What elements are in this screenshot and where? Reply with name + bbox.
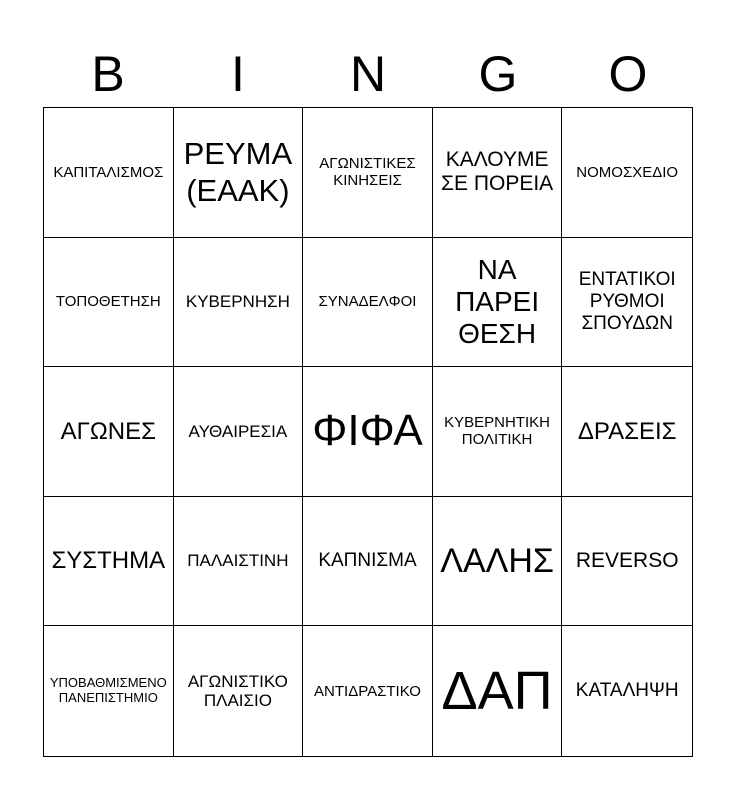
bingo-board	[43, 107, 693, 757]
header-letter-g: G	[478, 46, 518, 102]
bingo-cell-r3-c1[interactable]: ΑΓΩΝΕΣ	[44, 367, 174, 497]
bingo-cell-r2-c4[interactable]: ΝΑ ΠΑΡΕΙ ΘΕΣΗ	[433, 238, 563, 368]
bingo-cell-r3-c3[interactable]: ΦΙΦΑ	[303, 367, 433, 497]
bingo-cell-r5-c4[interactable]: ΔΑΠ	[433, 626, 563, 756]
bingo-cell-r1-c2[interactable]: ΡΕΥΜΑ (ΕΑΑΚ)	[174, 108, 304, 238]
header-letter-n: N	[349, 46, 387, 102]
bingo-cell-r5-c1[interactable]: ΥΠΟΒΑΘΜΙΣΜΕΝΟ ΠΑΝΕΠΙΣΤΗΜΙΟ	[44, 626, 174, 756]
header-letter-b: B	[91, 46, 125, 102]
bingo-cell-r4-c1[interactable]: ΣΥΣΤΗΜΑ	[44, 497, 174, 627]
bingo-cell-r1-c4[interactable]: ΚΑΛΟΥΜΕ ΣΕ ΠΟΡΕΙΑ	[433, 108, 563, 238]
bingo-cell-r5-c5[interactable]: ΚΑΤΑΛΗΨΗ	[575, 680, 679, 702]
bingo-cell-r4-c2[interactable]: ΠΑΛΑΙΣΤΙΝΗ	[174, 497, 304, 627]
bingo-cell-r4-c3[interactable]: ΚΑΠΝΙΣΜΑ	[303, 497, 433, 627]
bingo-cell-r2-c3[interactable]: ΣΥΝΑΔΕΛΦΟΙ	[303, 238, 433, 368]
bingo-cell-r2-c5[interactable]: ΕΝΤΑΤΙΚΟΙ ΡΥΘΜΟΙ ΣΠΟΥΔΩΝ	[562, 238, 692, 368]
bingo-cell-r1-c5[interactable]: ΝΟΜΟΣΧΕΔΙΟ	[562, 108, 692, 238]
bingo-cell-r3-c4[interactable]: ΚΥΒΕΡΝΗΤΙΚΗ ΠΟΛΙΤΙΚΗ	[433, 367, 563, 497]
bingo-cell-r4-c5[interactable]: REVERSO	[562, 497, 692, 627]
bingo-cell-r5-c3[interactable]: ΑΝΤΙΔΡΑΣΤΙΚΟ	[303, 626, 433, 756]
bingo-header	[43, 40, 693, 108]
bingo-cell-r3-c5[interactable]: ΔΡΑΣΕΙΣ	[562, 367, 692, 497]
bingo-cell-r1-c1[interactable]: ΚΑΠΙΤΑΛΙΣΜΟΣ	[44, 108, 174, 238]
bingo-cell-r2-c1[interactable]: ΤΟΠΟΘΕΤΗΣΗ	[44, 238, 174, 368]
bingo-cell-r4-c4[interactable]: ΛΑΛΗΣ	[433, 497, 563, 627]
bingo-cell-r2-c2[interactable]: ΚΥΒΕΡΝΗΣΗ	[174, 238, 304, 368]
bingo-cell-r5-c2[interactable]: ΑΓΩΝΙΣΤΙΚΟ ΠΛΑΙΣΙΟ	[174, 626, 304, 756]
bingo-cell-r3-c2[interactable]: ΑΥΘΑΙΡΕΣΙΑ	[174, 367, 304, 497]
bingo-cell-r1-c3[interactable]: ΑΓΩΝΙΣΤΙΚΕΣ ΚΙΝΗΣΕΙΣ	[303, 108, 433, 238]
header-letter-i: I	[231, 46, 245, 102]
header-letter-o: O	[608, 46, 648, 102]
